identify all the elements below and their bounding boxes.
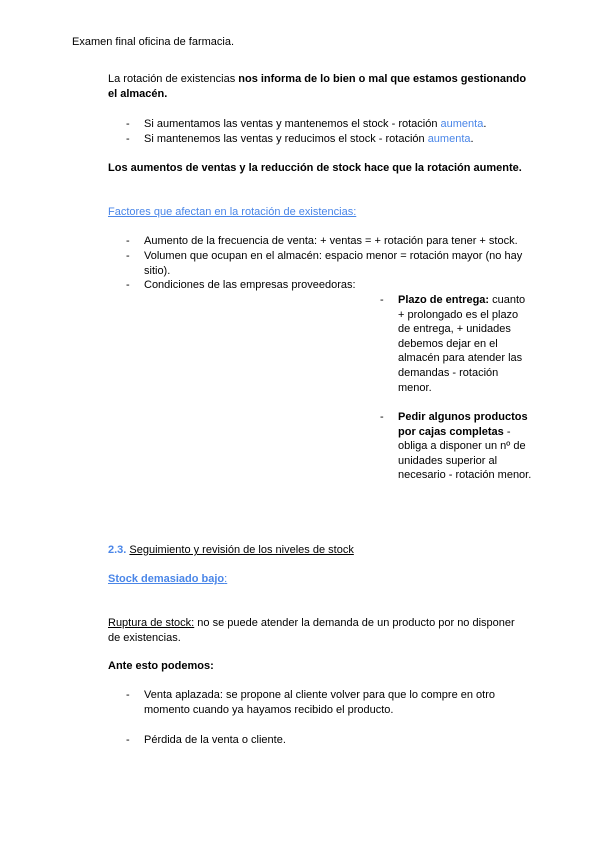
dash-bullet: -: [380, 294, 384, 306]
stockout-term: Ruptura de stock:: [108, 617, 195, 629]
option-item: [126, 688, 519, 717]
stockout-text: no se puede atender la demanda de un producto por no disponer de existencias.: [108, 617, 515, 644]
option-item: [126, 733, 534, 748]
options-heading-text: Ante esto podemos:: [108, 660, 214, 672]
condition-text: cuanto + prolongado es el plazo de entrega, + unidades debemos dejar en el almacén para atender las demandas - rotación menor.: [398, 294, 526, 394]
page-header: Examen final oficina de farmacia.: [72, 36, 235, 48]
accent-word: aumenta: [440, 118, 484, 130]
supplier-condition: [380, 293, 533, 395]
low-stock-colon: :: [224, 573, 228, 585]
stockout-paragraph: [108, 616, 528, 645]
dash-bullet: -: [126, 235, 130, 247]
condition-text: - obliga a disponer un nº de unidades superior al necesario - rotación menor.: [398, 425, 532, 482]
factor-text: Condiciones de las empresas proveedoras:: [144, 279, 356, 291]
low-stock-link[interactable]: Stock demasiado bajo: [108, 573, 225, 585]
factor-item: [126, 278, 534, 293]
factor-text: Volumen que ocupan en el almacén: espacio menor = rotación mayor (no hay sitio).: [144, 250, 523, 277]
item-text: Si aumentamos las ventas y mantenemos el stock - rotación: [144, 118, 441, 130]
conclusion-text: Los aumentos de ventas y la reducción de stock hace que la rotación aumente.: [108, 162, 522, 174]
condition-title: Plazo de entrega:: [398, 294, 490, 306]
dash-bullet: -: [126, 118, 130, 130]
options-heading: [108, 659, 528, 674]
dash-bullet: -: [126, 279, 130, 291]
dash-bullet: -: [126, 133, 130, 145]
dash-bullet: -: [380, 411, 384, 423]
factor-item: [126, 234, 534, 249]
conclusion: [108, 161, 548, 176]
intro-normal: La rotación de existencias: [108, 73, 239, 85]
item-end: .: [470, 133, 474, 145]
item-end: .: [483, 118, 487, 130]
section-number: 2.3.: [108, 544, 127, 556]
intro-bold: nos informa de lo bien o mal que estamos gestionando el almacén.: [108, 73, 527, 100]
item-text: Si mantenemos las ventas y reducimos el stock - rotación: [144, 133, 428, 145]
condition-title: Pedir algunos productos por cajas completas: [398, 411, 528, 438]
factor-text: Aumento de la frecuencia de venta: + ventas = + rotación para tener + stock.: [144, 235, 518, 247]
accent-word: aumenta: [427, 133, 471, 145]
dash-bullet: -: [126, 250, 130, 262]
rotation-item: [126, 132, 534, 147]
supplier-condition: [380, 410, 533, 483]
dash-bullet: -: [126, 734, 130, 746]
low-stock-heading[interactable]: [108, 572, 528, 587]
section-title: Seguimiento y revisión de los niveles de stock: [129, 544, 354, 556]
intro-paragraph: [108, 72, 528, 101]
dash-bullet: -: [126, 689, 130, 701]
factor-item: [126, 249, 529, 278]
rotation-item: [126, 117, 534, 132]
section-heading: [108, 543, 528, 558]
factors-heading[interactable]: [108, 205, 528, 220]
option-text: Venta aplazada: se propone al cliente volver para que lo compre en otro momento cuando ya hayamos recibido el producto.: [144, 689, 496, 716]
option-text: Pérdida de la venta o cliente.: [144, 734, 286, 746]
factors-link[interactable]: Factores que afectan en la rotación de existencias:: [108, 206, 357, 218]
